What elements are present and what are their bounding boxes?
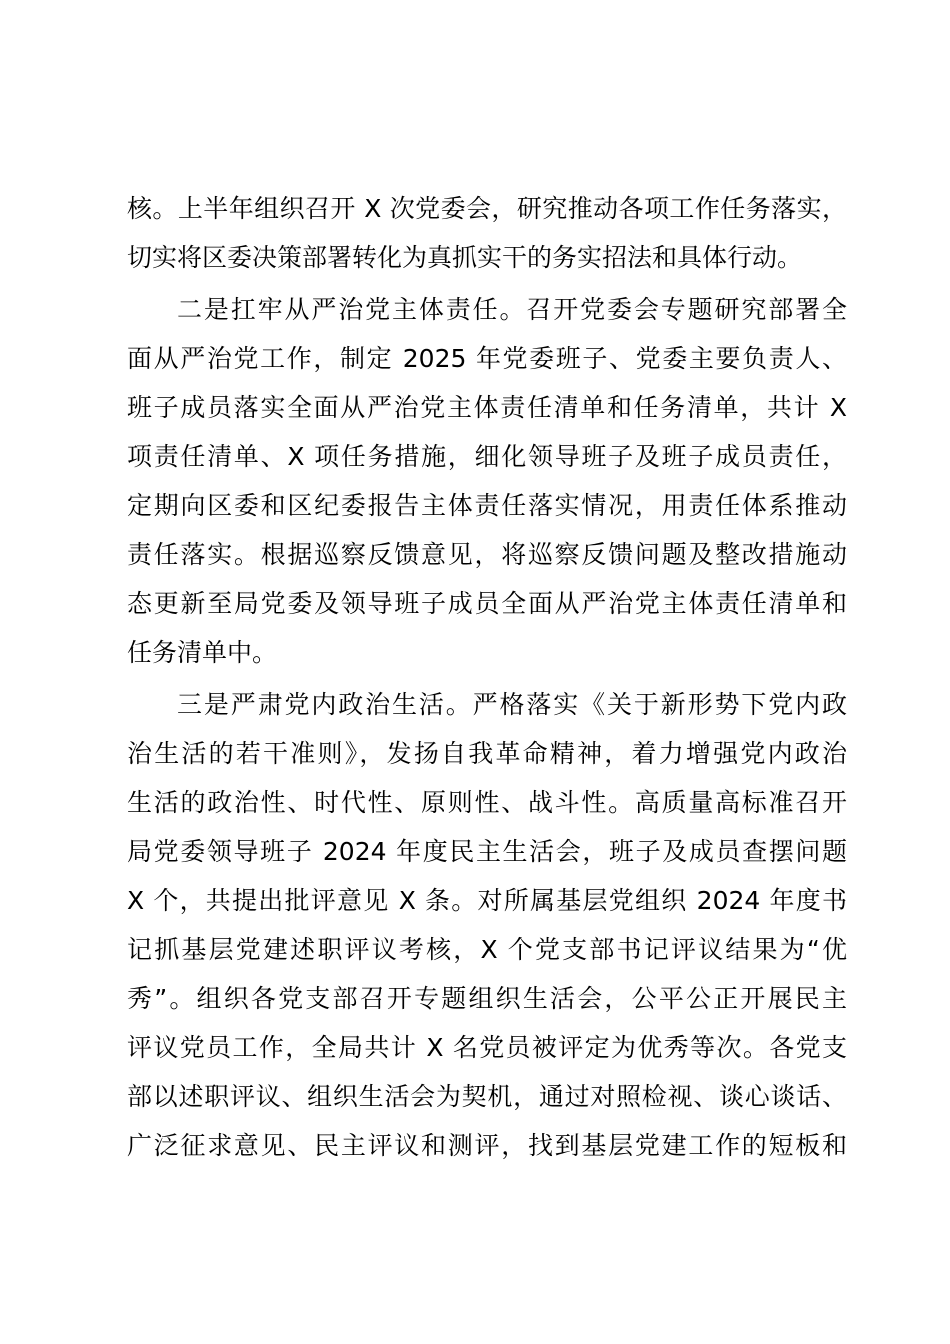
- text-line: 广泛征求意见、民主评议和测评，找到基层党建工作的短板和: [127, 1131, 847, 1160]
- text-line: X 个，共提出批评意见 X 条。对所属基层党组织 2024 年度书: [127, 886, 847, 915]
- paragraph-3: [127, 680, 847, 1170]
- text-line: 任务清单中。: [127, 638, 278, 667]
- text-line: 二是扛牢从严治党主体责任。召开党委会专题研究部署全: [177, 295, 847, 324]
- text-line: 部以述职评议、组织生活会为契机，通过对照检视、谈心谈话、: [127, 1082, 847, 1111]
- paragraph-1: [127, 184, 847, 282]
- text-line: 局党委领导班子 2024 年度民主生活会，班子及成员查摆问题: [127, 837, 847, 866]
- text-line: 治生活的若干准则》，发扬自我革命精神，着力增强党内政治: [127, 739, 847, 768]
- paragraph-2: [127, 285, 847, 677]
- text-line: 秀”。组织各党支部召开专题组织生活会，公平公正开展民主: [127, 984, 847, 1013]
- text-line: 评议党员工作，全局共计 X 名党员被评定为优秀等次。各党支: [127, 1033, 847, 1062]
- text-line: 定期向区委和区纪委报告主体责任落实情况，用责任体系推动: [127, 491, 847, 520]
- document-body: [127, 184, 847, 1170]
- text-line: 核。上半年组织召开 X 次党委会，研究推动各项工作任务落实，: [127, 194, 847, 223]
- text-line: 项责任清单、X 项任务措施，细化领导班子及班子成员责任，: [127, 442, 847, 471]
- text-line: 班子成员落实全面从严治党主体责任清单和任务清单，共计 X: [127, 393, 847, 422]
- text-line: 三是严肃党内政治生活。严格落实《关于新形势下党内政: [177, 690, 847, 719]
- text-line: 切实将区委决策部署转化为真抓实干的务实招法和具体行动。: [127, 243, 803, 272]
- text-line: 面从严治党工作，制定 2025 年党委班子、党委主要负责人、: [127, 344, 847, 373]
- text-line: 态更新至局党委及领导班子成员全面从严治党主体责任清单和: [127, 589, 847, 618]
- text-line: 记抓基层党建述职评议考核，X 个党支部书记评议结果为“优: [127, 935, 847, 964]
- text-line: 生活的政治性、时代性、原则性、战斗性。高质量高标准召开: [127, 788, 847, 817]
- text-line: 责任落实。根据巡察反馈意见，将巡察反馈问题及整改措施动: [127, 540, 847, 569]
